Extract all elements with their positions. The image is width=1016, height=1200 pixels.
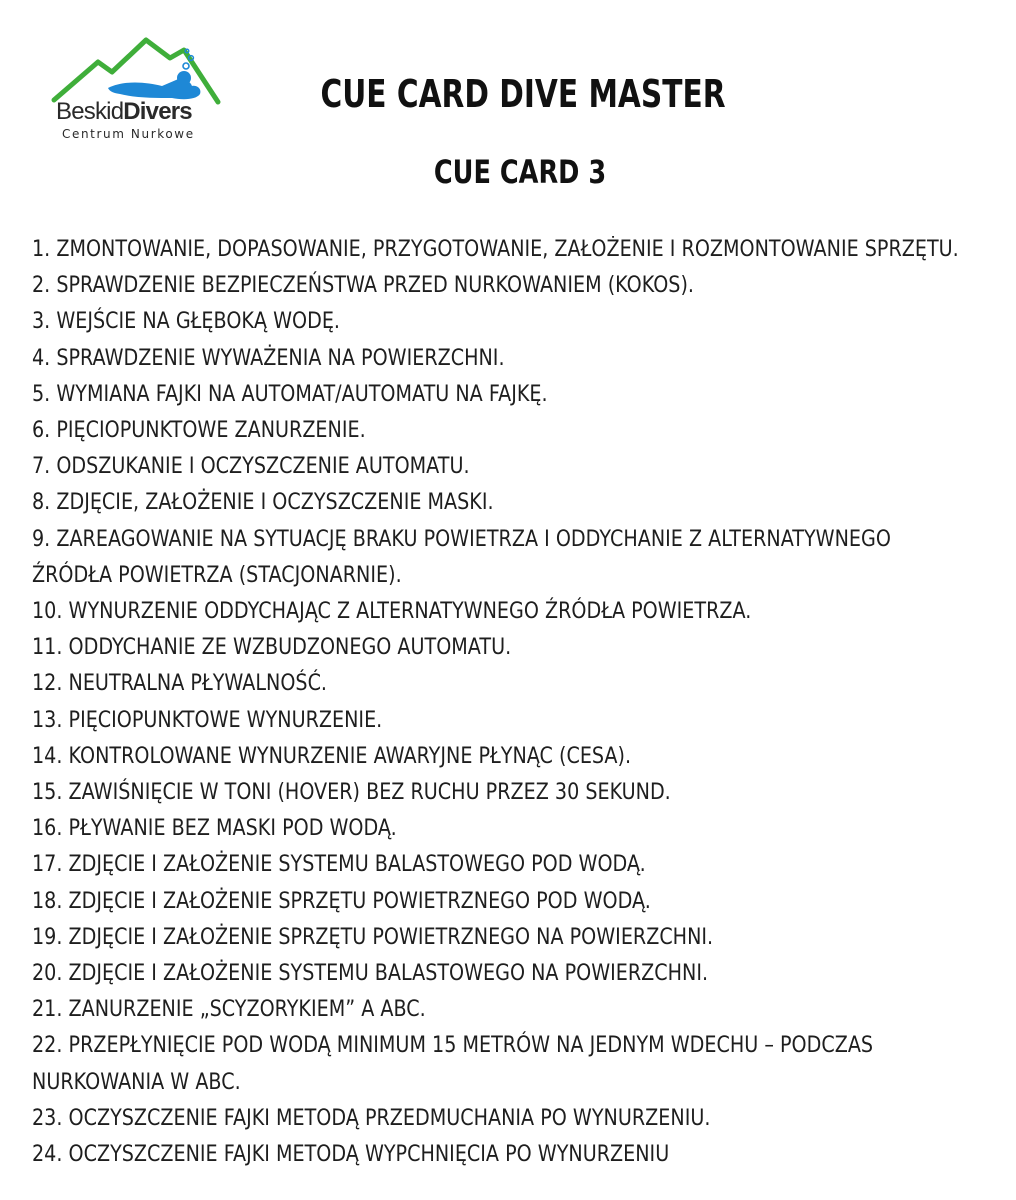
list-item: 14. KONTROLOWANE WYNURZENIE AWARYJNE PŁYNĄC (CESA). xyxy=(32,743,632,769)
list-item: 5. WYMIANA FAJKI NA AUTOMAT/AUTOMATU NA FAJKĘ. xyxy=(32,381,548,407)
list-item: 16. PŁYWANIE BEZ MASKI POD WODĄ. xyxy=(32,816,397,842)
bubble xyxy=(183,63,189,69)
list-item: 21. ZANURZENIE „SCYZORYKIEM” A ABC. xyxy=(32,997,426,1023)
list-item: 24. OCZYSZCZENIE FAJKI METODĄ WYPCHNIĘCIA PO WYNURZENIU xyxy=(32,1142,670,1168)
list-item: 20. ZDJĘCIE I ZAŁOŻENIE SYSTEMU BALASTOWEGO NA POWIERZCHNI. xyxy=(32,961,709,987)
logo xyxy=(50,36,222,146)
list-item: 13. PIĘCIOPUNKTOWE WYNURZENIE. xyxy=(32,707,383,733)
list-item: 12. NEUTRALNA PŁYWALNOŚĆ. xyxy=(32,671,328,697)
list-item: 18. ZDJĘCIE I ZAŁOŻENIE SPRZĘTU POWIETRZNEGO POD WODĄ. xyxy=(32,888,651,914)
list-item: 17. ZDJĘCIE I ZAŁOŻENIE SYSTEMU BALASTOWEGO POD WODĄ. xyxy=(32,852,646,878)
list-item: 7. ODSZUKANIE I OCZYSZCZENIE AUTOMATU. xyxy=(32,454,470,480)
mountain-diver-logo-icon xyxy=(50,36,222,106)
list-item: 11. ODDYCHANIE ZE WZBUDZONEGO AUTOMATU. xyxy=(32,635,512,661)
list-item: 15. ZAWIŚNIĘCIE W TONI (HOVER) BEZ RUCHU PRZEZ 30 SEKUND. xyxy=(32,780,671,806)
list-item: 22. PRZEPŁYNIĘCIE POD WODĄ MINIMUM 15 METRÓW NA JEDNYM WDECHU – PODCZAS NURKOWANIA W ABC. xyxy=(32,1033,874,1095)
list-item: 9. ZAREAGOWANIE NA SYTUACJĘ BRAKU POWIETRZA I ODDYCHANIE Z ALTERNATYWNEGO ŹRÓDŁA POWIETRZA (STACJONARNIE). xyxy=(32,526,891,588)
list-item: 1. ZMONTOWANIE, DOPASOWANIE, PRZYGOTOWANIE, ZAŁOŻENIE I ROZMONTOWANIE SPRZĘTU. xyxy=(32,237,959,262)
page-subtitle: CUE CARD 3 xyxy=(433,153,607,191)
list-item: 8. ZDJĘCIE, ZAŁOŻENIE I OCZYSZCZENIE MASKI. xyxy=(32,490,494,516)
diver-head xyxy=(177,71,191,85)
list-item: 23. OCZYSZCZENIE FAJKI METODĄ PRZEDMUCHANIA PO WYNURZENIU. xyxy=(32,1105,711,1131)
logo-subtitle: Centrum Nurkowe xyxy=(62,127,195,141)
list-item: 19. ZDJĘCIE I ZAŁOŻENIE SPRZĘTU POWIETRZNEGO NA POWIERZCHNI. xyxy=(32,924,714,950)
list-item: 3. WEJŚCIE NA GŁĘBOKĄ WODĘ. xyxy=(32,309,341,335)
logo-brand-part1: Beskid xyxy=(56,98,124,125)
logo-brand-part2: Divers xyxy=(123,98,192,125)
list-item: 10. WYNURZENIE ODDYCHAJĄC Z ALTERNATYWNEGO ŹRÓDŁA POWIETRZA. xyxy=(32,599,752,625)
list-item: 6. PIĘCIOPUNKTOWE ZANURZENIE. xyxy=(32,418,366,444)
logo-brand-name xyxy=(56,99,192,125)
list-item: 4. SPRAWDZENIE WYWAŻENIA NA POWIERZCHNI. xyxy=(32,345,505,371)
skills-list xyxy=(32,232,972,1173)
list-item: 2. SPRAWDZENIE BEZPIECZEŃSTWA PRZED NURKOWANIEM (KOKOS). xyxy=(32,273,695,299)
page-title: CUE CARD DIVE MASTER xyxy=(320,72,726,116)
